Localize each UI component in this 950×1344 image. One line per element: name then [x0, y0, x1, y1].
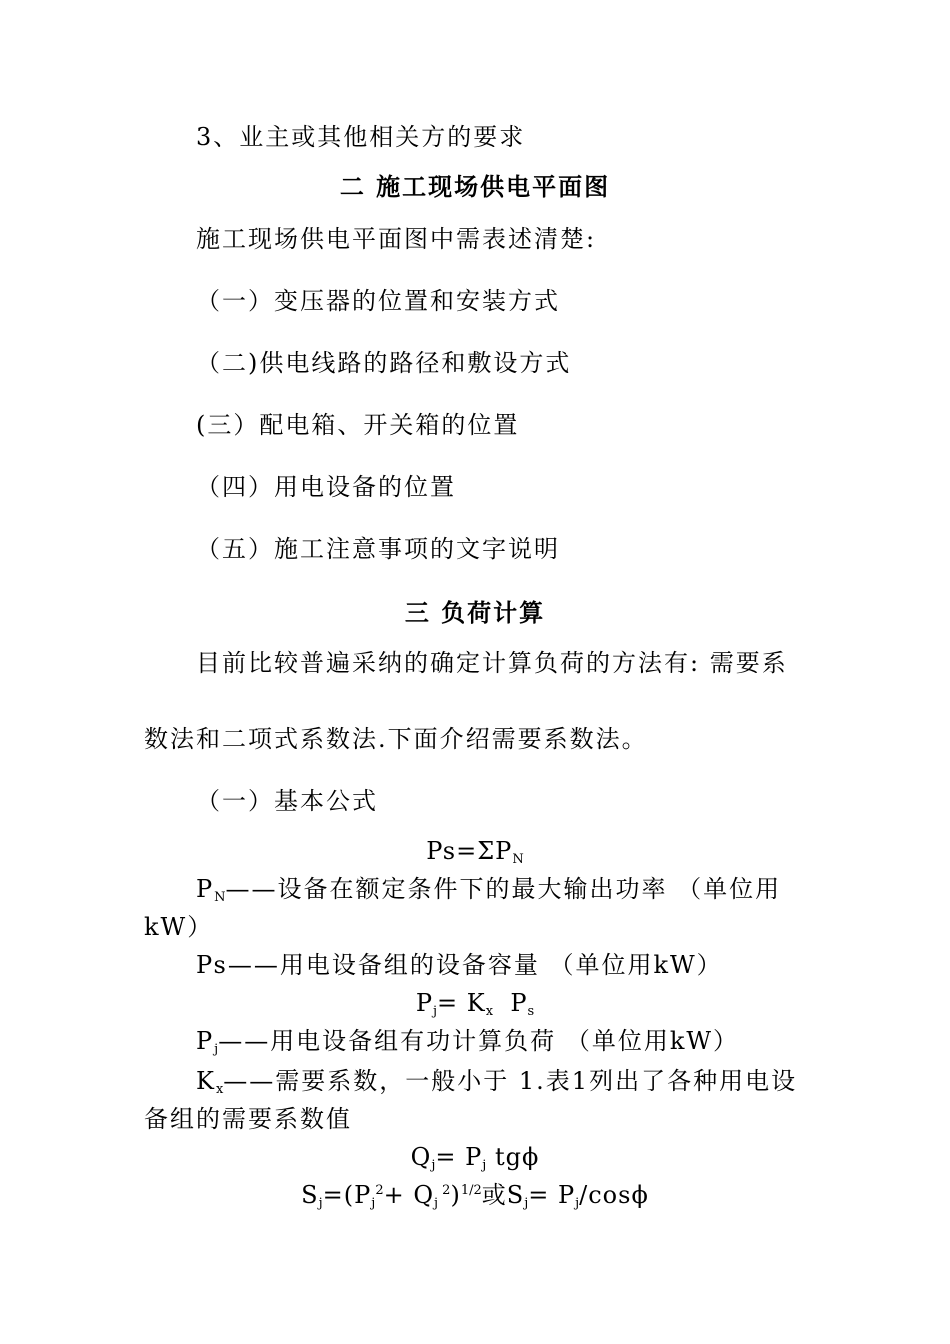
definition-ps: Ps——用电设备组的设备容量 （单位用kW） [196, 951, 723, 979]
definition-pj: $P_j——$用电设备组有功计算负荷 （单位用kW） [196, 1027, 740, 1057]
formula-qj: $Q_j= P_j$ tgϕ [410, 1143, 540, 1173]
list-item-supply-lines: （二)供电线路的路径和敷设方式 [196, 349, 572, 377]
definition-pn: $P_N——$设备在额定条件下的最大输出功率 （单位用 [196, 875, 782, 905]
formula-sj: $S_j=(P_j^2+ Q_j$ $^2$)$^{1/2}$或$S_j= P_j/\cos\phi$ [301, 1181, 649, 1211]
definition-kx-cont: 备组的需要系数值 [144, 1105, 352, 1133]
list-item-requirements: 3、业主或其他相关方的要求 [196, 123, 526, 151]
paragraph-method-line1: 目前比较普遍采纳的确定计算负荷的方法有: 需要系 [196, 649, 788, 677]
formula-pj: $P_j= K_x$ $P_s$ [415, 989, 535, 1019]
paragraph-plan-intro: 施工现场供电平面图中需表述清楚: [196, 225, 597, 253]
list-item-transformer: （一）变压器的位置和安装方式 [196, 287, 560, 315]
section-heading-site-power-plan: 二 施工现场供电平面图 [339, 173, 611, 201]
list-item-construction-notes: （五）施工注意事项的文字说明 [196, 535, 560, 563]
list-item-distribution-boxes: (三）配电箱、开关箱的位置 [196, 411, 520, 439]
subheading-basic-formula: （一）基本公式 [196, 787, 378, 815]
paragraph-method-line2: 数法和二项式系数法.下面介绍需要系数法。 [144, 725, 648, 753]
list-item-equipment-position: （四）用电设备的位置 [196, 473, 456, 501]
formula-ps: $Ps=\Sigma P_N$ [426, 837, 524, 867]
definition-pn-unit: kW） [144, 913, 214, 941]
definition-kx: $K_x——$需要系数，一般小于 1.表1列出了各种用电设 [196, 1067, 798, 1097]
section-heading-load-calculation: 三 负荷计算 [404, 599, 546, 627]
